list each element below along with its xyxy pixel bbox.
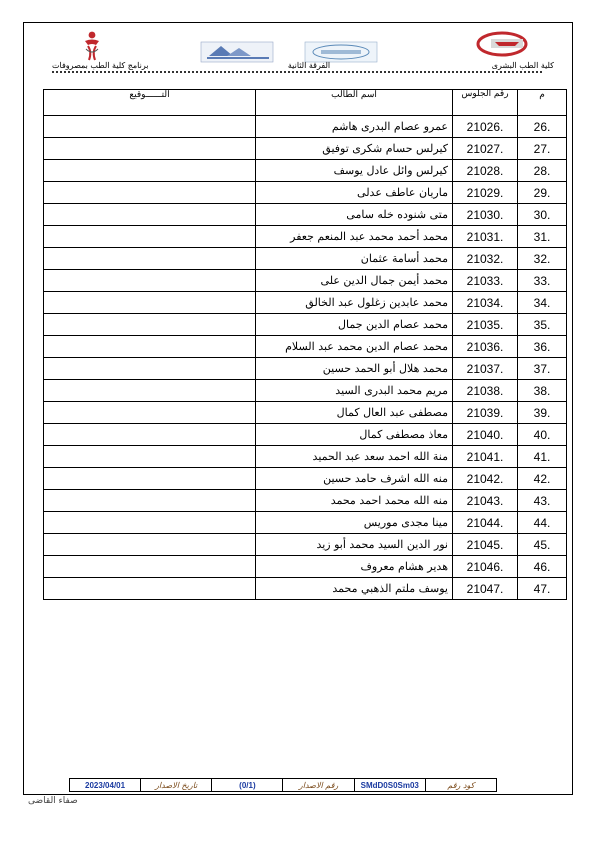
seat-number: 21043. [453, 490, 518, 512]
student-name: ماريان عاطف عدلى [256, 182, 453, 204]
students-table [43, 89, 567, 600]
table-row [44, 556, 567, 578]
signature-cell[interactable] [44, 578, 256, 600]
row-number: 37. [518, 358, 567, 380]
signature-cell[interactable] [44, 534, 256, 556]
seat-number: 21035. [453, 314, 518, 336]
student-name: منة الله احمد سعد عبد الحميد [256, 446, 453, 468]
signature-cell[interactable] [44, 160, 256, 182]
table-row [44, 468, 567, 490]
student-name: محمد أسامة عثمان [256, 248, 453, 270]
row-number: 35. [518, 314, 567, 336]
table-row [44, 204, 567, 226]
table-row [44, 292, 567, 314]
table-row [44, 380, 567, 402]
seat-number: 21042. [453, 468, 518, 490]
student-name: محمد عابدين زغلول عبد الخالق [256, 292, 453, 314]
signature-cell[interactable] [44, 138, 256, 160]
signature-cell[interactable] [44, 380, 256, 402]
seat-number: 21026. [453, 116, 518, 138]
signature-cell[interactable] [44, 182, 256, 204]
student-name: مينا مجدى موريس [256, 512, 453, 534]
row-number: 30. [518, 204, 567, 226]
table-row [44, 578, 567, 600]
row-number: 42. [518, 468, 567, 490]
code-value: SMdD0S0Sm03 [354, 779, 425, 791]
seat-number: 21032. [453, 248, 518, 270]
row-number: 44. [518, 512, 567, 534]
col-header-name: اسم الطالب [256, 90, 453, 116]
row-number: 28. [518, 160, 567, 182]
signature-cell[interactable] [44, 248, 256, 270]
table-row [44, 358, 567, 380]
signature-cell[interactable] [44, 468, 256, 490]
signature-cell[interactable] [44, 424, 256, 446]
row-number: 39. [518, 402, 567, 424]
seat-number: 21046. [453, 556, 518, 578]
student-name: متى شنوده خله سامى [256, 204, 453, 226]
seat-number: 21040. [453, 424, 518, 446]
row-number: 29. [518, 182, 567, 204]
row-number: 36. [518, 336, 567, 358]
row-number: 40. [518, 424, 567, 446]
signature-cell[interactable] [44, 314, 256, 336]
signature-cell[interactable] [44, 116, 256, 138]
student-name: هدير هشام معروف [256, 556, 453, 578]
seat-number: 21039. [453, 402, 518, 424]
issue-number-label: رقم الاصدار [282, 779, 353, 791]
row-number: 38. [518, 380, 567, 402]
seat-number: 21041. [453, 446, 518, 468]
col-header-seat: رقم الجلوس [453, 90, 518, 116]
col-header-signature: التــــــوقيع [44, 90, 256, 116]
signature-cell[interactable] [44, 490, 256, 512]
issue-date-label: تاريخ الاصدار [140, 779, 211, 791]
signature-cell[interactable] [44, 336, 256, 358]
row-number: 47. [518, 578, 567, 600]
seat-number: 21037. [453, 358, 518, 380]
table-row [44, 490, 567, 512]
faculty-logo [475, 30, 533, 58]
table-row [44, 160, 567, 182]
seat-number: 21044. [453, 512, 518, 534]
student-name: محمد عصام الدين محمد عبد السلام [256, 336, 453, 358]
signature-cell[interactable] [44, 226, 256, 248]
signature-cell[interactable] [44, 292, 256, 314]
signature-cell[interactable] [44, 270, 256, 292]
table-row [44, 226, 567, 248]
signature-cell[interactable] [44, 512, 256, 534]
seat-number: 21047. [453, 578, 518, 600]
prepared-by: صفاء القاضى [28, 796, 78, 806]
row-number: 27. [518, 138, 567, 160]
student-name: محمد أحمد محمد عبد المنعم جعفر [256, 226, 453, 248]
seat-number: 21045. [453, 534, 518, 556]
student-name: محمد هلال أبو الحمد حسين [256, 358, 453, 380]
table-row [44, 512, 567, 534]
student-name: يوسف ملتم الذهبي محمد [256, 578, 453, 600]
student-name: معاذ مصطفى كمال [256, 424, 453, 446]
student-name: مصطفى عبد العال كمال [256, 402, 453, 424]
row-number: 45. [518, 534, 567, 556]
col-header-num: م [518, 90, 567, 116]
table-row [44, 534, 567, 556]
signature-cell[interactable] [44, 556, 256, 578]
student-name: عمرو عصام البدرى هاشم [256, 116, 453, 138]
signature-cell[interactable] [44, 204, 256, 226]
issue-date-value: 2023/04/01 [85, 780, 126, 790]
student-name: مريم محمد البدرى السيد [256, 380, 453, 402]
document-control-bar [69, 778, 497, 792]
table-row [44, 270, 567, 292]
code-label: كود رقم [425, 779, 496, 791]
table-row [44, 446, 567, 468]
row-number: 32. [518, 248, 567, 270]
row-number: 31. [518, 226, 567, 248]
table-row [44, 424, 567, 446]
year-level: الفرقة الثانية [287, 61, 331, 70]
seat-number: 21038. [453, 380, 518, 402]
row-number: 43. [518, 490, 567, 512]
student-name: نور الدين السيد محمد أبو زيد [256, 534, 453, 556]
student-name: كيرلس حسام شكرى توفيق [256, 138, 453, 160]
student-name: محمد عصام الدين جمال [256, 314, 453, 336]
student-name: منه الله محمد احمد محمد [256, 490, 453, 512]
signature-cell[interactable] [44, 402, 256, 424]
table-row [44, 314, 567, 336]
seat-number: 21030. [453, 204, 518, 226]
seat-number: 21027. [453, 138, 518, 160]
faculty-name: كلية الطب البشرى [491, 61, 554, 70]
row-number: 41. [518, 446, 567, 468]
row-number: 33. [518, 270, 567, 292]
signature-cell[interactable] [44, 358, 256, 380]
student-name: محمد أيمن جمال الدين على [256, 270, 453, 292]
table-header-row [44, 90, 567, 116]
student-name: كيرلس وائل عادل يوسف [256, 160, 453, 182]
header-divider [52, 71, 542, 73]
seat-number: 21033. [453, 270, 518, 292]
seat-number: 21029. [453, 182, 518, 204]
signature-cell[interactable] [44, 446, 256, 468]
table-row [44, 248, 567, 270]
table-row [44, 116, 567, 138]
row-number: 34. [518, 292, 567, 314]
issue-number-value: (0/1) [211, 779, 282, 791]
student-name: منه الله اشرف حامد حسين [256, 468, 453, 490]
table-row [44, 402, 567, 424]
table-row [44, 182, 567, 204]
seat-number: 21034. [453, 292, 518, 314]
seat-number: 21031. [453, 226, 518, 248]
row-number: 26. [518, 116, 567, 138]
table-row [44, 336, 567, 358]
seat-number: 21028. [453, 160, 518, 182]
table-row [44, 138, 567, 160]
row-number: 46. [518, 556, 567, 578]
program-name: برنامج كلية الطب بمصروفات [52, 61, 149, 70]
program-logo [80, 30, 104, 62]
seat-number: 21036. [453, 336, 518, 358]
